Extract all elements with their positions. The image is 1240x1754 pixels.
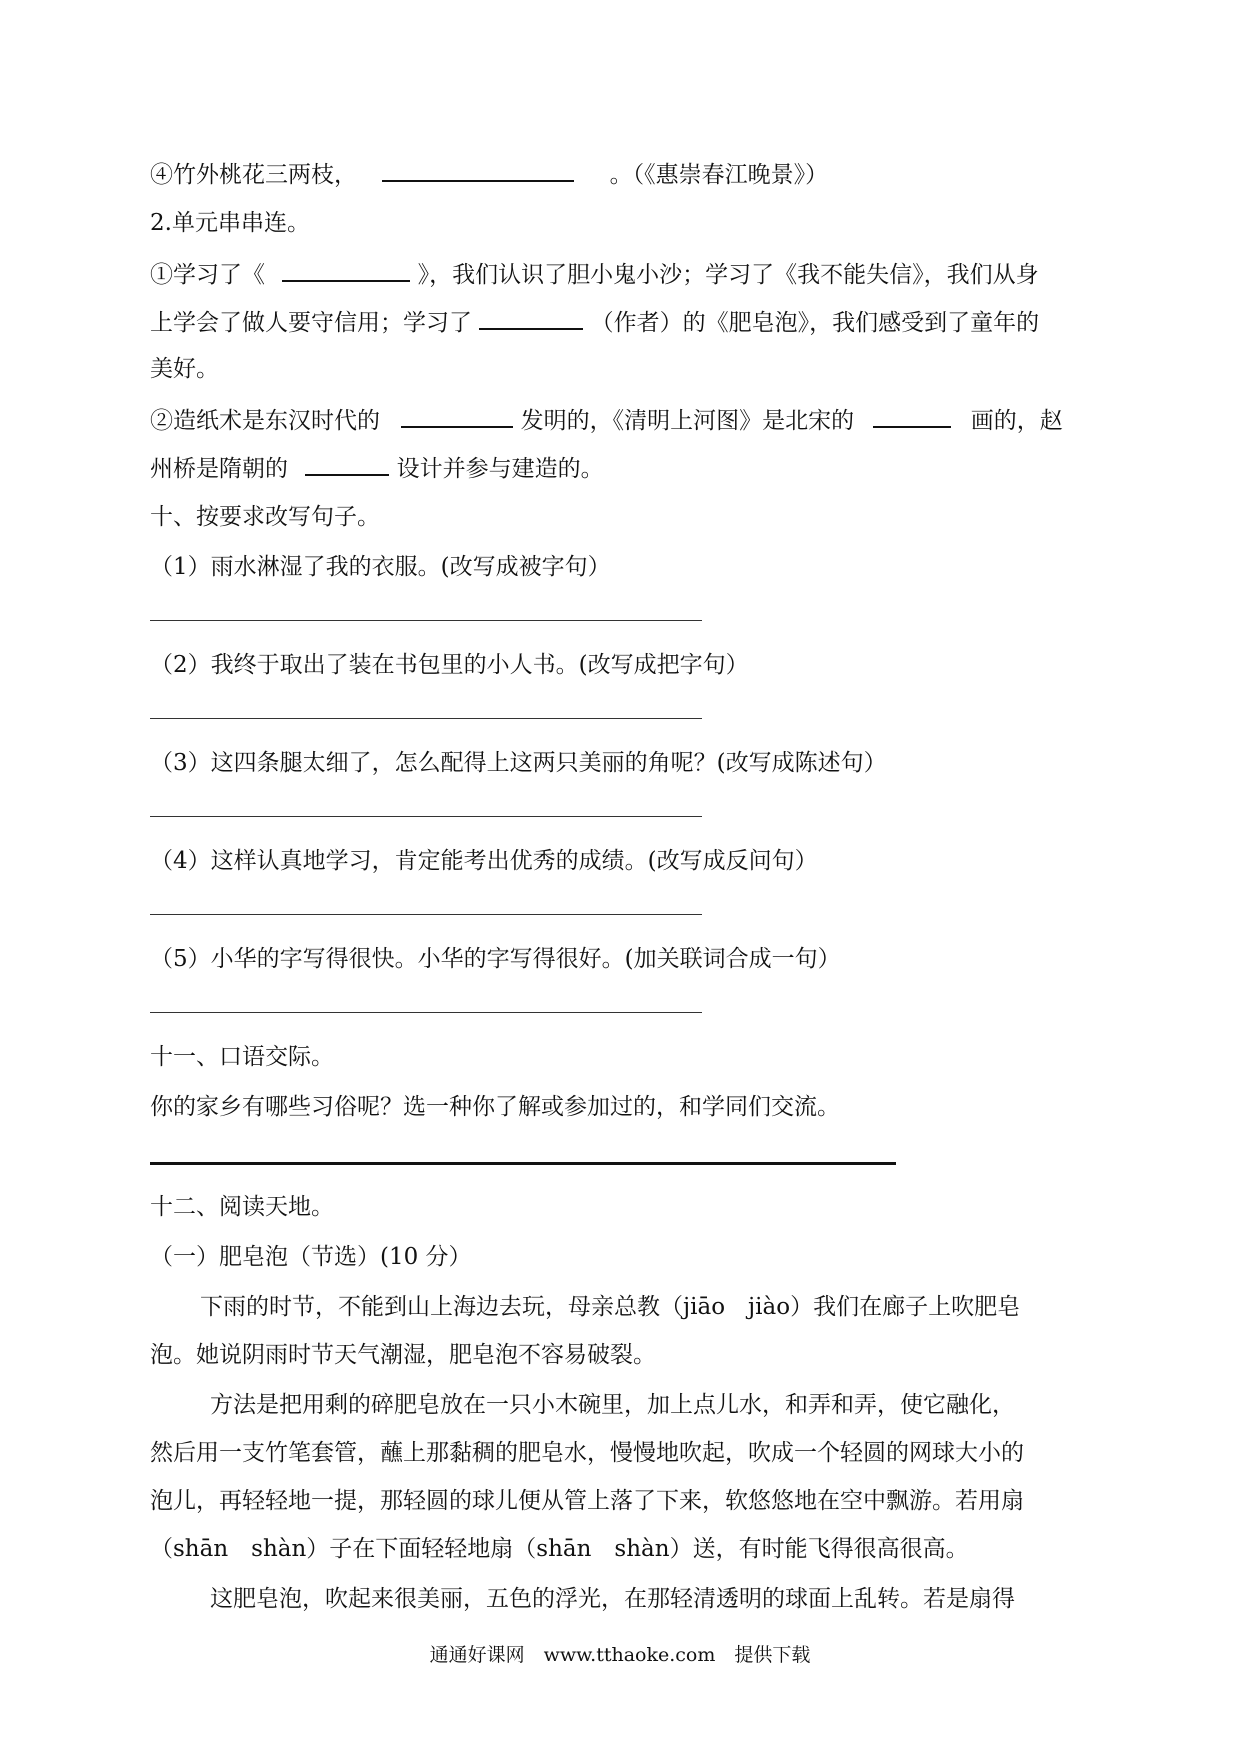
passage-line: 泡儿，再轻轻地一提，那轻圆的球儿便从管上落了下来，软悠悠地在空中飘游。若用扇 [150,1488,1024,1514]
answer-blank[interactable] [282,258,410,282]
oral-prompt: 你的家乡有哪些习俗呢？选一种你了解或参加过的，和学同们交流。 [150,1094,840,1120]
answer-line[interactable] [150,914,702,915]
poem-line-text: ④竹外桃花三两枝， [150,162,357,188]
rewrite-item-1: （1）雨水淋湿了我的衣服。(改写成被字句） [150,554,611,580]
poem-line-4 [150,158,828,190]
poem-source: 。（《惠崇春江晚景》） [609,162,829,188]
reading-subtitle: （一）肥皂泡（节选）(10 分） [150,1244,472,1270]
rewrite-item-3: （3）这四条腿太细了，怎么配得上这两只美丽的角呢？(改写成陈述句） [150,750,887,776]
passage-line: 泡。她说阴雨时节天气潮湿，肥皂泡不容易破裂。 [150,1342,656,1368]
answer-line[interactable] [150,1162,896,1165]
passage-line: 然后用一支竹笔套管，蘸上那黏稠的肥皂水，慢慢地吹起，吹成一个轻圆的网球大小的 [150,1440,1024,1466]
unit-item-2-line1: ②造纸术是东汉时代的 发明的，《清明上河图》是北宋的 画的，赵 [150,404,1063,436]
answer-blank[interactable] [305,452,389,476]
passage-line: （shān shàn）子在下面轻轻地扇（shān shàn）送，有时能飞得很高很高。 [150,1536,969,1562]
passage-line: 这肥皂泡，吹起来很美丽，五色的浮光，在那轻清透明的球面上乱转。若是扇得 [210,1586,1015,1612]
section-12-title: 十二、阅读天地。 [150,1194,334,1220]
answer-line[interactable] [150,718,702,719]
answer-blank[interactable] [479,306,583,330]
unit-item-1-line1: ①学习了《 》，我们认识了胆小鬼小沙；学习了《我不能失信》，我们从身 [150,258,1039,290]
rewrite-item-2: （2）我终于取出了装在书包里的小人书。(改写成把字句） [150,652,749,678]
rewrite-item-5: （5）小华的字写得很快。小华的字写得很好。(加关联词合成一句） [150,946,841,972]
passage-line: 下雨的时节，不能到山上海边去玩，母亲总教（jiāo jiào）我们在廊子上吹肥皂 [200,1294,1021,1320]
section-10-title: 十、按要求改写句子。 [150,504,380,530]
page-footer: 通通好课网 www.tthaoke.com 提供下载 [429,1644,811,1666]
passage-line: 方法是把用剩的碎肥皂放在一只小木碗里，加上点儿水，和弄和弄，使它融化， [210,1392,1015,1418]
unit-item-1-line3: 美好。 [150,356,219,382]
answer-line[interactable] [150,1012,702,1013]
unit-item-2-line2: 州桥是隋朝的 设计并参与建造的。 [150,452,604,484]
unit-heading: 2.单元串串连。 [150,210,310,236]
rewrite-item-4: （4）这样认真地学习，肯定能考出优秀的成绩。(改写成反问句） [150,848,818,874]
answer-blank[interactable] [401,404,513,428]
answer-line[interactable] [150,816,702,817]
answer-blank[interactable] [382,158,574,182]
section-11-title: 十一、口语交际。 [150,1044,334,1070]
answer-blank[interactable] [873,404,951,428]
answer-line[interactable] [150,620,702,621]
unit-item-1-line2: 上学会了做人要守信用；学习了 （作者）的《肥皂泡》，我们感受到了童年的 [150,306,1039,338]
